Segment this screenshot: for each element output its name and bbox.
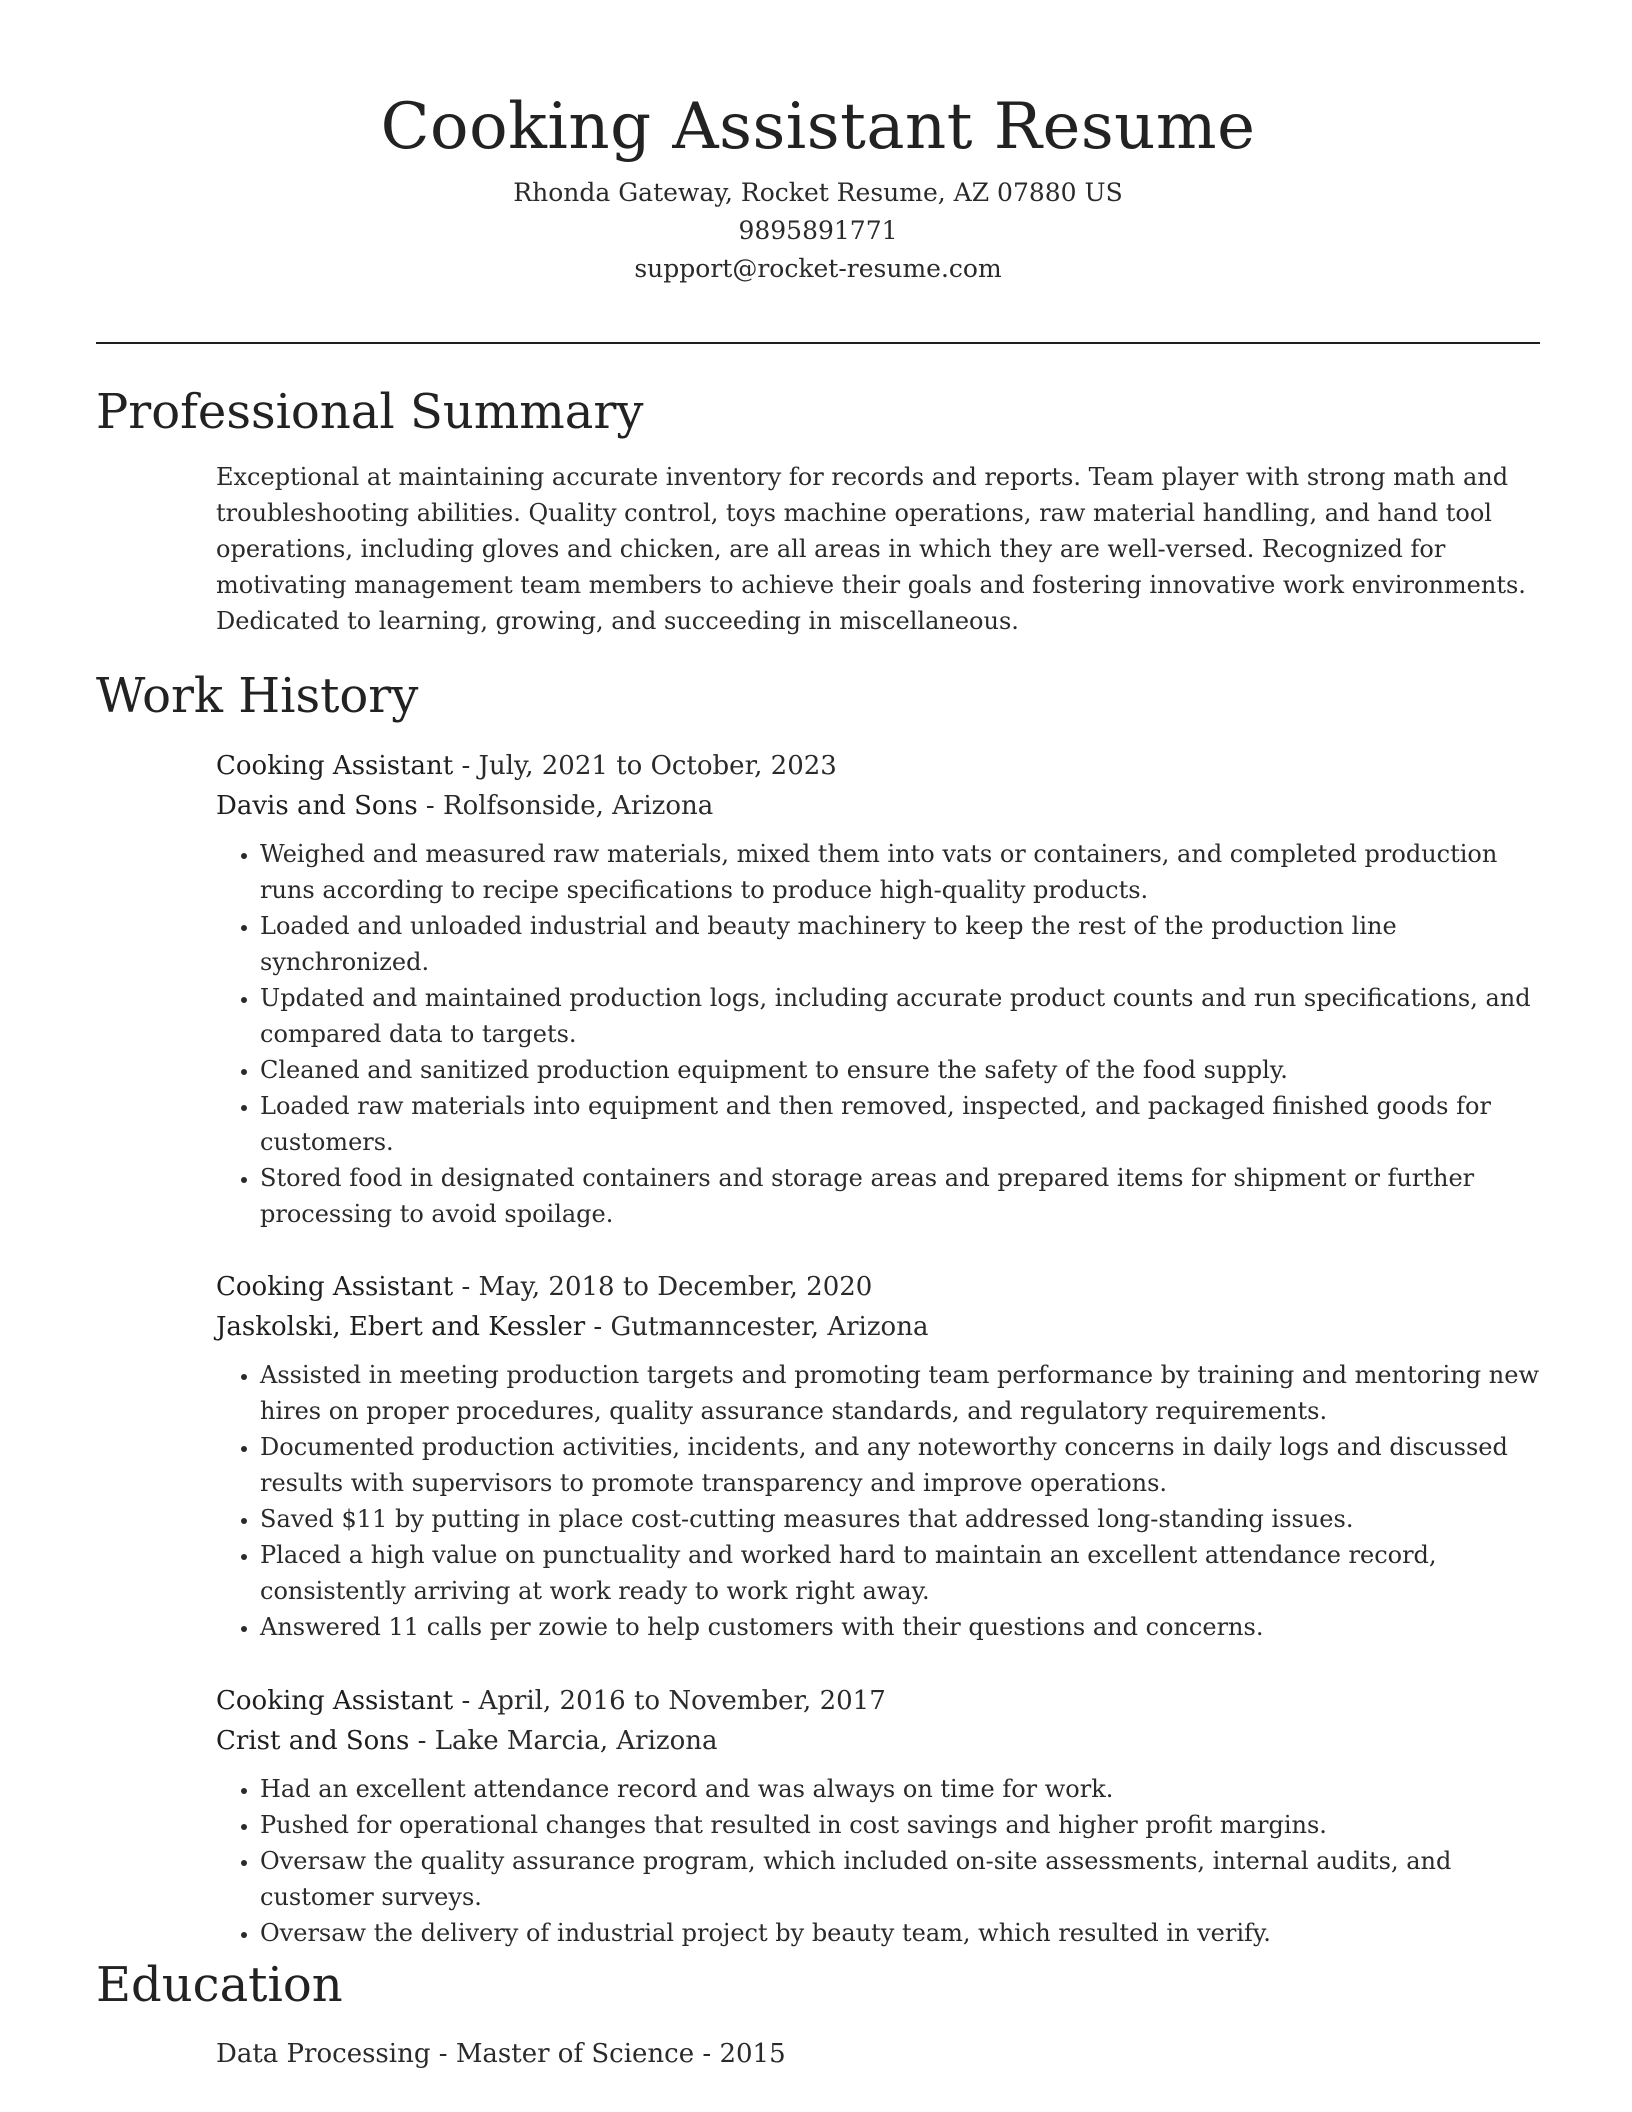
contact-phone: 9895891771	[738, 216, 898, 245]
job-location: Lake Marcia, Arizona	[434, 1726, 718, 1756]
summary-section	[216, 459, 1546, 639]
job-dates: April, 2016 to November, 2017	[478, 1686, 886, 1716]
job-title-line	[216, 1681, 1546, 1721]
job-company: Davis and Sons	[216, 791, 418, 821]
job-bullets	[216, 1771, 1546, 1951]
job-bullet: • Pushed for operational changes that resulted in cost savings and higher profit margins.	[260, 1807, 1546, 1843]
job-title-line	[216, 746, 1546, 786]
job-bullet: • Answered 11 calls per zowie to help customers with their questions and concerns.	[260, 1609, 1546, 1645]
education-separator: -	[694, 2039, 720, 2069]
education-entry	[216, 2034, 1546, 2074]
job-dates: July, 2021 to October, 2023	[478, 751, 837, 781]
work-history-heading: Work History	[96, 668, 419, 724]
job-bullet: • Oversaw the quality assurance program, which included on-site assessments, internal audits, and customer surveys.	[260, 1843, 1546, 1915]
contact-address: Rhonda Gateway, Rocket Resume, AZ 07880 US	[513, 178, 1123, 207]
job-bullet: • Placed a high value on punctuality and worked hard to maintain an excellent attendance record, consistently arriving at work ready to work right away.	[260, 1537, 1546, 1609]
job-bullet: • Assisted in meeting production targets and promoting team performance by training and mentoring new hires on proper procedures, quality assurance standards, and regulatory requirements.	[260, 1357, 1546, 1429]
job-bullet: • Loaded raw materials into equipment and then removed, inspected, and packaged finished goods for customers.	[260, 1088, 1546, 1160]
education-separator: -	[430, 2039, 456, 2069]
job-bullets	[216, 1357, 1546, 1645]
education-field: Data Processing	[216, 2039, 431, 2069]
resume-header	[96, 82, 1540, 288]
job-company-line	[216, 786, 1546, 826]
job-bullet: • Cleaned and sanitized production equipment to ensure the safety of the food supply.	[260, 1052, 1546, 1088]
job-bullet: • Weighed and measured raw materials, mixed them into vats or containers, and completed production runs according to recipe specifications to produce high-quality products.	[260, 836, 1546, 908]
job-title-line	[216, 1267, 1546, 1307]
job-title: Cooking Assistant	[216, 1686, 454, 1716]
job-company: Crist and Sons	[216, 1726, 410, 1756]
header-divider	[96, 342, 1540, 344]
job-bullet: • Saved $11 by putting in place cost-cutting measures that addressed long-standing issues.	[260, 1501, 1546, 1537]
job-title: Cooking Assistant	[216, 751, 454, 781]
job-title: Cooking Assistant	[216, 1272, 454, 1302]
education-heading: Education	[96, 1957, 343, 2013]
resume-title: Cooking Assistant Resume	[380, 90, 1256, 164]
job-bullet: • Documented production activities, incidents, and any noteworthy concerns in daily logs and discussed results with supervisors to promote transparency and improve operations.	[260, 1429, 1546, 1501]
job-bullet: • Stored food in designated containers and storage areas and prepared items for shipment or further processing to avoid spoilage.	[260, 1160, 1546, 1232]
job-entry-3	[216, 1681, 1546, 1951]
job-entry-2	[216, 1267, 1546, 1645]
job-company: Jaskolski, Ebert and Kessler	[216, 1312, 586, 1342]
summary-heading: Professional Summary	[96, 384, 644, 440]
job-dates: May, 2018 to December, 2020	[478, 1272, 873, 1302]
job-company-line	[216, 1721, 1546, 1761]
job-separator: -	[417, 791, 443, 821]
job-company-line	[216, 1307, 1546, 1347]
education-year: 2015	[719, 2039, 786, 2069]
job-separator: -	[585, 1312, 611, 1342]
job-separator: -	[453, 1272, 479, 1302]
job-separator: -	[409, 1726, 435, 1756]
job-bullet: • Had an excellent attendance record and was always on time for work.	[260, 1771, 1546, 1807]
job-location: Rolfsonside, Arizona	[443, 791, 714, 821]
education-section	[216, 2034, 1546, 2074]
job-location: Gutmanncester, Arizona	[610, 1312, 929, 1342]
job-separator: -	[453, 1686, 479, 1716]
education-degree: Master of Science	[455, 2039, 695, 2069]
job-separator: -	[453, 751, 479, 781]
job-bullet: • Updated and maintained production logs, including accurate product counts and run specifications, and compared data to targets.	[260, 980, 1546, 1052]
job-entry-1	[216, 746, 1546, 1232]
summary-text: Exceptional at maintaining accurate inventory for records and reports. Team player with strong math and troubleshooting abilities. Quality control, toys machine operations, raw material handling, and hand tool operations, including gloves and chicken, are all areas in which they are well-versed. Recognized for motivating management team members to achieve their goals and fostering innovative work environments. Dedicated to learning, growing, and succeeding in miscellaneous.	[216, 463, 1526, 635]
job-bullet: • Oversaw the delivery of industrial project by beauty team, which resulted in verify.	[260, 1915, 1546, 1951]
job-bullets	[216, 836, 1546, 1232]
job-bullet: • Loaded and unloaded industrial and beauty machinery to keep the rest of the production line synchronized.	[260, 908, 1546, 980]
contact-email: support@rocket-resume.com	[634, 254, 1002, 283]
